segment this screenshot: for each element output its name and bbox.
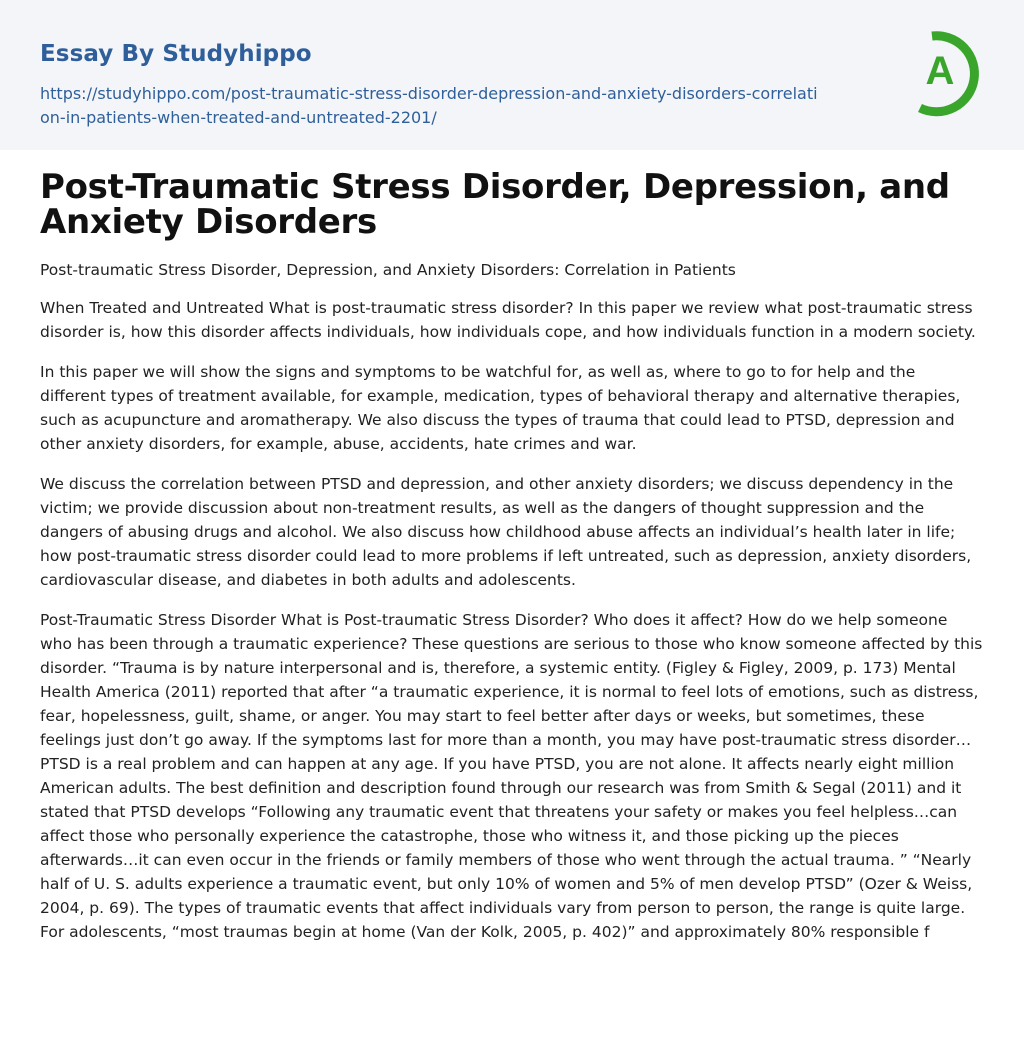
site-header [0,0,1024,150]
article-subtitle: Post-traumatic Stress Disorder, Depression, and Anxiety Disorders: Correlation in Patients [40,261,736,279]
essay-url-link[interactable]: https://studyhippo.com/post-traumatic-stress-disorder-depression-and-anxiety-disorders-correlation-in-patients-when-treated-and-untreated-2201/ [40,84,818,127]
paragraph: We discuss the correlation between PTSD and depression, and other anxiety disorders; we discuss dependency in the victim; we provide discussion about non-treatment results, as well as the dangers of thought suppression and the dangers of abusing drugs and alcohol. We also discuss how childhood abuse affects an individual’s health later in life; how post-traumatic stress disorder could lead to more problems if left untreated, such as depression, anxiety disorders, cardiovascular disease, and diabetes in both adults and adolescents. [40,475,972,589]
paragraph: In this paper we will show the signs and symptoms to be watchful for, as well as, where to go to for help and the different types of treatment available, for example, medication, types of behavioral therapy and alternative therapies, such as acupuncture and aromatherapy. We also discuss the types of trauma that could lead to PTSD, depression and other anxiety disorders, for example, abuse, accidents, hate crimes and war. [40,363,961,453]
studyhippo-logo-icon[interactable] [904,26,988,118]
logo-letter: A [925,49,955,93]
page-title: Post-Traumatic Stress Disorder, Depression, and Anxiety Disorders [40,167,950,242]
article [40,167,984,944]
brand-title[interactable]: Essay By Studyhippo [40,41,312,67]
paragraph: When Treated and Untreated What is post-traumatic stress disorder? In this paper we review what post-traumatic stress disorder is, how this disorder affects individuals, how individuals cope, and how individuals function in a modern society. [40,299,976,341]
paragraph: Post-Traumatic Stress Disorder What is Post-traumatic Stress Disorder? Who does it affect? How do we help someone who has been through a traumatic experience? These questions are serious to those who know someone affected by this disorder. “Trauma is by nature interpersonal and is, therefore, a systemic entity. (Figley & Figley, 2009, p. 173) Mental Health America (2011) reported that after “a traumatic experience, it is normal to feel lots of emotions, such as distress, fear, hopelessness, guilt, shame, or anger. You may start to feel better after days or weeks, but sometimes, these feelings just don’t go away. If the symptoms last for more than a month, you may have post-traumatic stress disorder…PTSD is a real problem and can happen at any age. If you have PTSD, you are not alone. It affects nearly eight million American adults. The best definition and description found through our research was from Smith & Segal (2011) and it stated that PTSD develops “Following any traumatic event that threatens your safety or makes you feel helpless…can affect those who personally experience the catastrophe, those who witness it, and those picking up the pieces afterwards…it can even occur in the friends or family members of those who went through the actual trauma. ” “Nearly half of U. S. adults experience a traumatic event, but only 10% of women and 5% of men develop PTSD” (Ozer & Weiss, 2004, p. 69). The types of traumatic events that affect individuals vary from person to person, the range is quite large. For adolescents, “most traumas begin at home (Van der Kolk, 2005, p. 402)” and approximately 80% responsible f [40,611,983,941]
